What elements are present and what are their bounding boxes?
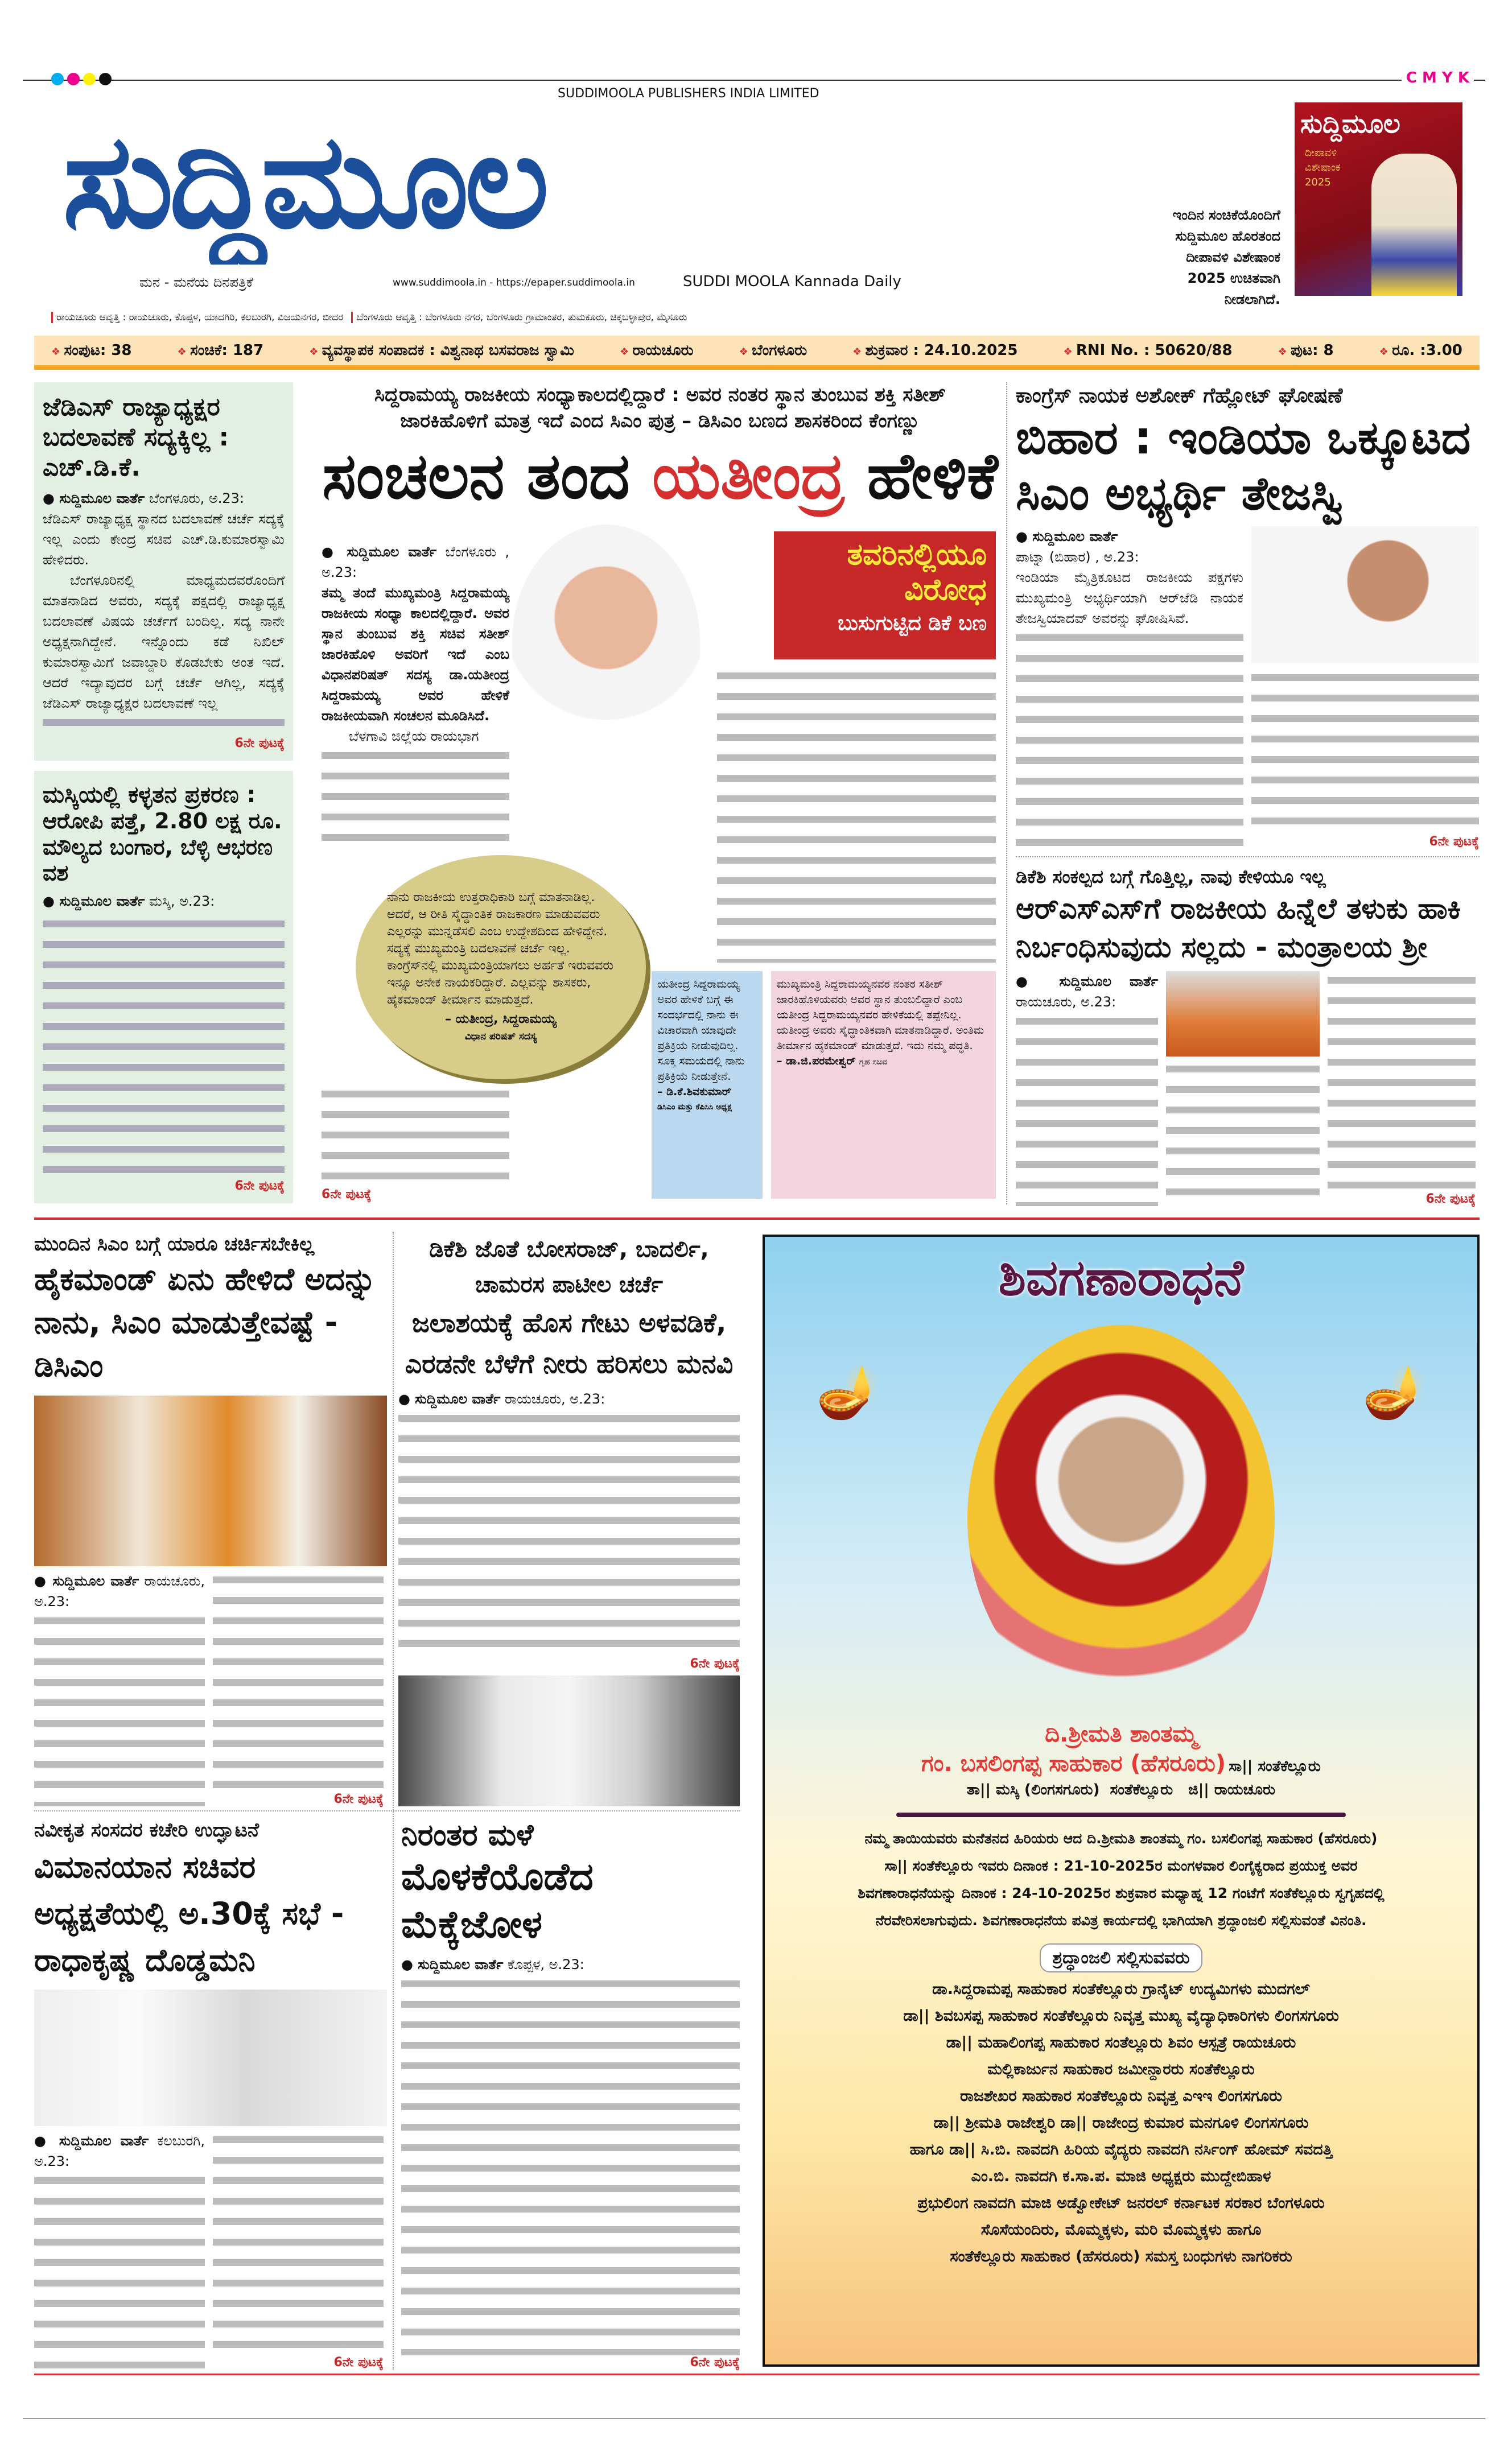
promo-text	[1115, 205, 1280, 310]
dam-story	[398, 1232, 740, 1806]
shivaganaradhane-advertisement	[763, 1235, 1480, 2367]
kicker: ನಿರಂತರ ಮಳೆ	[401, 1818, 534, 1852]
headline: ಜಲಾಶಯಕ್ಕೆ ಹೊಸ ಗೇಟು ಅಳವಡಿಕೆ, ಎರಡನೇ ಬೆಳೆಗೆ ನೀರು ಹರಿಸಲು ಮನವಿ	[405, 1307, 734, 1379]
price: ❖ ರೂ. :3.00	[1379, 342, 1462, 360]
lead-story	[319, 382, 1002, 1204]
ad-title: ಶಿವಗಣಾರಾಧನೆ	[998, 1248, 1244, 1307]
body-text	[1166, 1060, 1320, 1206]
body-text	[1016, 1012, 1158, 1206]
body-text	[1251, 668, 1479, 835]
diwali-special-cover[interactable]	[1295, 102, 1462, 296]
city-raichur: ❖ ರಾಯಚೂರು	[620, 342, 694, 360]
byline: ● ಸುದ್ದಿಮೂಲ ವಾರ್ತೆ	[398, 1391, 501, 1407]
body-text	[717, 667, 996, 963]
byline: ● ಸುದ್ದಿಮೂಲ ವಾರ್ತೆ	[34, 2132, 149, 2149]
byline: ● ಸುದ್ದಿಮೂಲ ವಾರ್ತೆ	[1016, 973, 1158, 990]
masthead-logo: ಸುದ್ದಿಮೂಲ	[63, 106, 545, 258]
headline: ಬಿಹಾರ : ಇಂಡಿಯಾ ಒಕ್ಕೂಟದ ಸಿಎಂ ಅಭ್ಯರ್ಥಿ ತೇಜಸ್ವಿ	[1016, 411, 1471, 520]
body-text	[43, 713, 285, 736]
continued-link[interactable]: 6ನೇ ಪುಟಕ್ಕೆ	[333, 2355, 384, 2370]
headline: ಆರ್‌ಎಸ್‌ಎಸ್‌ಗೆ ರಾಜಕೀಯ ಹಿನ್ನೆಲೆ ತಳುಕು ಹಾಕಿ ನಿರ್ಬಂಧಿಸುವುದು ಸಲ್ಲದು - ಮಂತ್ರಾಲಯ ಶ್ರೀ	[1016, 892, 1461, 964]
pages: ❖ ಪುಟ: 8	[1278, 342, 1334, 360]
registration-line	[23, 80, 1485, 81]
body-text	[34, 2172, 205, 2370]
section-divider	[34, 1217, 1480, 1220]
quote-bubble-yathindra: ನಾನು ರಾಜಕೀಯ ಉತ್ತರಾಧಿಕಾರಿ ಬಗ್ಗೆ ಮಾತನಾಡಿಲ್ಲ. ಆದರೆ, ಆ ರೀತಿ ಸೈದ್ಧಾಂತಿಕ ರಾಜಕಾರಣ ಮಾಡುವವರು ಎಲ್ಲರನ್ನು ಮುನ್ನಡೆಸಲಿ ಎಂಬ ಉದ್ದೇಶದಿಂದ ಹೇಳಿದ್ದೇನೆ. ಸದ್ಯಕ್ಕೆ ಮುಖ್ಯಮಂತ್ರಿ ಬದಲಾವಣೆ ಚರ್ಚೆ ಇಲ್ಲ. ಕಾಂಗ್ರೆಸ್‌ನಲ್ಲಿ ಮುಖ್ಯಮಂತ್ರಿಯಾಗಲು ಅರ್ಹತೆ ಇರುವವರು ಇನ್ನೂ ಅನೇಕ ನಾಯಕರಿದ್ದಾರೆ. ಎಲ್ಲವನ್ನು ಶಾಸಕರು, ಹೈಕಮಾಂಡ್ ತೀರ್ಮಾನ ಮಾಡುತ್ತದೆ. – ಯತೀಂದ್ರ, ಸಿದ್ದರಾಮಯ್ಯ ವಿಧಾನ ಪರಿಷತ್ ಸದಸ್ಯ	[356, 855, 646, 1079]
body-text	[1016, 629, 1243, 849]
byline: ● ಸುದ್ದಿಮೂಲ ವಾರ್ತೆ	[401, 1957, 504, 1973]
headline: ಜೆಡಿಎಸ್ ರಾಜ್ಯಾಧ್ಯಕ್ಷರ ಬದಲಾವಣೆ ಸದ್ಯಕ್ಕಿಲ್ಲ : ಎಚ್.ಡಿ.ಕೆ.	[43, 393, 229, 482]
volume: ❖ ಸಂಪುಟ: 38	[51, 342, 132, 360]
bottom-divider	[34, 2374, 1480, 2375]
date: ❖ ಶುಕ್ರವಾರ : 24.10.2025	[852, 342, 1017, 360]
body-paragraph: ಬೆಂಗಳೂರಿನಲ್ಲಿ ಮಾಧ್ಯಮದವರೊಂದಿಗೆ ಮಾತನಾಡಿದ ಅವರು, ಸದ್ಯಕ್ಕೆ ಪಕ್ಷದಲ್ಲಿ ರಾಜ್ಯಾಧ್ಯಕ್ಷ ಬದಲಾವಣೆ ವಿಷಯ ಚರ್ಚೆಗೆ ಬಂದಿಲ್ಲ. ಸದ್ಯ ನಾನೇ ಅಧ್ಯಕ್ಷನಾಗಿದ್ದೇನೆ. ಇನ್ನೊಂದು ಕಡೆ ನಿಖಿಲ್ ಕುಮಾರಸ್ವಾಮಿಗೆ ಜವಾಬ್ದಾರಿ ಕೊಡಬೇಕು ಅಂತ ಇದೆ. ಆದರೆ ಇದ್ಯಾವುದರ ಬಗ್ಗೆ ಚರ್ಚೆ ಆಗಿಲ್ಲ, ಸದ್ಯಕ್ಕೆ ಜೆಡಿಎಸ್ ರಾಜ್ಯಾಧ್ಯಕ್ಷರ ಬದಲಾವಣೆ ಇಲ್ಲ	[43, 572, 285, 712]
dateline: ರಾಯಚೂರು, ಅ.23:	[34, 1572, 205, 1609]
headline: ಹೈಕಮಾಂಡ್ ಏನು ಹೇಳಿದೆ ಅದನ್ನು ನಾನು, ಸಿಎಂ ಮಾಡುತ್ತೇವಷ್ಟೆ - ಡಿಸಿಎಂ	[34, 1261, 376, 1384]
tribute-label: ಶ್ರದ್ಧಾಂಜಲಿ ಸಲ್ಲಿಸುವವರು	[1040, 1943, 1202, 1972]
headline: ಮಸ್ಕಿಯಲ್ಲಿ ಕಳ್ಳತನ ಪ್ರಕರಣ :	[43, 782, 256, 808]
body-text	[213, 2131, 384, 2355]
body-text	[1328, 971, 1476, 1192]
meeting-photo	[398, 1675, 740, 1806]
continued-link[interactable]: 6ನೇ ಪುಟಕ್ಕೆ	[333, 1792, 384, 1806]
continued-link[interactable]: 6ನೇ ಪುಟಕ್ಕೆ	[234, 736, 285, 750]
quote-box-parameshwar: ಮುಖ್ಯಮಂತ್ರಿ ಸಿದ್ದರಾಮಯ್ಯನವರ ನಂತರ ಸತೀಶ್ ಜಾರಕಿಹೊಳಿಯವರು ಅವರ ಸ್ಥಾನ ತುಂಬಲಿದ್ದಾರೆ ಎಂಬ ಯತೀಂದ್ರ ಸಿದ್ದರಾಮಯ್ಯನವರ ಹೇಳಿಕೆಯಲ್ಲಿ ತಪ್ಪೇನಿಲ್ಲ. ಯತೀಂದ್ರ ಅವರು ಸೈದ್ಧಾಂತಿಕವಾಗಿ ಮಾತನಾಡಿದ್ದಾರೆ. ಅಂತಿಮ ತೀರ್ಮಾನ ಹೈಕಮಾಂಡ್ ಮಾಡುತ್ತದೆ. ಇದು ನಮ್ಮ ಪದ್ಧತಿ. – ಡಾ.ಜಿ.ಪರಮೇಶ್ವರ್ ಗೃಹ ಸಚಿವ	[771, 971, 996, 1199]
red-highlight-box: ತವರಿನಲ್ಲಿಯೂ ವಿರೋಧ ಬುಸುಗುಟ್ಟಿದ ಡಿಕೆ ಬಣ	[774, 531, 996, 659]
dateline: ಪಾಟ್ನಾ (ಬಿಹಾರ) , ಅ.23:	[1016, 548, 1139, 565]
yathindra-photo	[512, 525, 700, 758]
body-text	[43, 915, 285, 1179]
dcm-temple-visit-photo	[34, 1396, 387, 1566]
kicker: ಡಿಕೆಶಿ ಸಂಕಲ್ಪದ ಬಗ್ಗೆ ಗೊತ್ತಿಲ್ಲ, ನಾವು ಕೇಳಿಯೂ ಇಲ್ಲ	[1016, 866, 1326, 888]
byline: ● ಸುದ್ದಿಮೂಲ ವಾರ್ತೆ	[322, 544, 437, 560]
publisher-name: SUDDIMOOLA PUBLISHERS INDIA LIMITED	[558, 86, 819, 101]
managing-editor: ❖ ವ್ಯವಸ್ಥಾಪಕ ಸಂಪಾದಕ : ವಿಶ್ವನಾಥ ಬಸವರಾಜ ಸ್ವಾಮಿ	[309, 342, 574, 360]
promo-line: 2025 ಉಚಿತವಾಗಿ	[1187, 270, 1280, 286]
cmyk-mark: C M Y K	[1402, 69, 1474, 86]
byline: ● ಸುದ್ದಿಮೂಲ ವಾರ್ತೆ	[43, 893, 145, 909]
husband-name: ಗಂ. ಬಸಲಿಂಗಪ್ಪ ಸಾಹುಕಾರ (ಹೆಸರೂರು)	[921, 1751, 1226, 1777]
promo-line: ಇಂದಿನ ಸಂಚಿಕೆಯೊಂದಿಗೆ	[1172, 207, 1280, 223]
dateline: ಕಲಬುರಗಿ, ಅ.23:	[34, 2132, 205, 2169]
continued-link[interactable]: 6ನೇ ಪುಟಕ್ಕೆ	[690, 1657, 740, 1671]
edition-raichur: ರಾಯಚೂರು ಆವೃತ್ತಿ : ರಾಯಚೂರು, ಕೊಪ್ಪಳ, ಯಾದಗಿರಿ, ಕಲಬುರಗಿ, ವಿಜಯನಗರ, ಬೀದರ	[51, 312, 343, 323]
address: ತಾ|| ಮಸ್ಕಿ (ಲಿಂಗಸಗೂರು) ಸಂತೆಕೆಲ್ಲೂರು ಜಿ|| ರಾಯಚೂರು	[967, 1781, 1275, 1798]
bihar-story	[1016, 382, 1480, 849]
promo-line: ನೀಡಲಾಗಿದೆ.	[1224, 291, 1280, 307]
lamp-icon: 🪔	[1362, 1362, 1426, 1422]
promo-line: ಸುದ್ದಿಮೂಲ ಹೊರತಂದ	[1175, 228, 1280, 244]
tribute-list: ಡಾ.ಸಿದ್ದರಾಮಪ್ಪ ಸಾಹುಕಾರ ಸಂತೆಕೆಲ್ಲೂರು ಗ್ರಾನೈಟ್ ಉದ್ಯಮಿಗಳು ಮುದಗಲ್ ಡಾ|| ಶಿವಬಸಪ್ಪ ಸಾಹುಕಾರ ಸಂತೆಕೆಲ್ಲೂರು ನಿವೃತ್ತ ಮುಖ್ಯ ವೈದ್ಯಾಧಿಕಾರಿಗಳು ಲಿಂಗಸಗೂರು ಡಾ|| ಮಹಾಲಿಂಗಪ್ಪ ಸಾಹುಕಾರ ಸಂತೆಲ್ಲೂರು ಶಿವಂ ಆಸ್ಪತ್ರೆ ರಾಯಚೂರು ಮಲ್ಲಿಕಾರ್ಜುನ ಸಾಹುಕಾರ ಜಮೀನ್ದಾರರು ಸಂತೆಕೆಲ್ಲೂರು ರಾಜಶೇಖರ ಸಾಹುಕಾರ ಸಂತೆಕೆಲ್ಲೂರು ನಿವೃತ್ತ ಎಇಇ ಲಿಂಗಸಗೂರು ಡಾ|| ಶ್ರೀಮತಿ ರಾಜೇಶ್ವರಿ ಡಾ|| ರಾಜೇಂದ್ರ ಕುಮಾರ ಮನಗೂಳಿ ಲಿಂಗಸಗೂರು ಹಾಗೂ ಡಾ|| ಸಿ.ಬಿ. ನಾವದಗಿ ಹಿರಿಯ ವೈದ್ಯರು ನಾವದಗಿ ನರ್ಸಿಂಗ್ ಹೋಮ್ ಸವದತ್ತಿ ಎಂ.ಬಿ. ನಾವದಗಿ ಕ.ಸಾ.ಪ. ಮಾಜಿ ಅಧ್ಯಕ್ಷರು ಮುದ್ದೇಬಿಹಾಳ ಪ್ರಭುಲಿಂಗ ನಾವದಗಿ ಮಾಜಿ ಅಡ್ವೋಕೇಟ್ ಜನರಲ್ ಕರ್ನಾಟಕ ಸರಕಾರ ಬೆಂಗಳೂರು ಸೊಸೆಯಂದಿರು, ಮೊಮ್ಮಕ್ಕಳು, ಮರಿ ಮೊಮ್ಮಕ್ಕಳು ಹಾಗೂ ಸಂತೆಕೆಲ್ಲೂರು ಸಾಹುಕಾರ (ಹೆಸರೂರು) ಸಮಸ್ತ ಬಂಧುಗಳು ನಾಗರಿಕರು	[903, 1980, 1339, 2265]
body-text	[213, 1571, 384, 1792]
byline: ● ಸುದ್ದಿಮೂಲ ವಾರ್ತೆ	[34, 1572, 139, 1589]
lamp-icon: 🪔	[816, 1362, 880, 1422]
color-dots	[51, 73, 115, 88]
promo-line: ದೀಪಾವಳಿ ವಿಶೇಷಾಂಕ	[1186, 249, 1280, 265]
lead-headline: ಸಂಚಲನ ತಂದ ಯತೀಂದ್ರ ಹೇಳಿಕೆ	[322, 439, 998, 513]
body-paragraph: ಇಂಡಿಯಾ ಮೈತ್ರಿಕೂಟದ ರಾಜಕೀಯ ಪಕ್ಷಗಳು ಮುಖ್ಯಮಂತ್ರಿ ಅಭ್ಯರ್ಥಿಯಾಗಿ ಆರ್‌ಜೆಡಿ ನಾಯಕ ತೇಜಸ್ವಿಯಾದವ್ ಅವರನ್ನು ಘೋಷಿಸಿವೆ.	[1016, 569, 1243, 626]
website-urls: www.suddimoola.in - https://epaper.suddimoola.in	[393, 277, 635, 288]
dateline: ರಾಯಚೂರು, ಅ.23:	[505, 1391, 605, 1407]
dateline: ಮಸ್ಕಿ, ಅ.23:	[149, 893, 215, 909]
cover-children-photo	[1371, 154, 1457, 296]
body-paragraph: ಬೆಳಗಾವಿ ಜಿಲ್ಲೆಯ ರಾಯಭಾಗ	[349, 728, 479, 744]
dateline: ಕೊಪ್ಪಳ, ಅ.23:	[508, 1957, 584, 1973]
english-name: SUDDI MOOLA Kannada Daily	[683, 273, 901, 290]
subheadline: ಆರೋಪಿ ಪತ್ತೆ, 2.80 ಲಕ್ಷ ರೂ. ಮೌಲ್ಯದ ಬಂಗಾರ, ಬೆಳ್ಳಿ ಆಭರಣ ವಶ	[43, 808, 282, 886]
headline: ವಿಮಾನಯಾನ ಸಚಿವರ ಅಧ್ಯಕ್ಷತೆಯಲ್ಲಿ ಅ.30ಕ್ಕೆ ಸಭೆ - ರಾಧಾಕೃಷ್ಣ ದೊಡ್ಡಮನಿ	[34, 1848, 344, 1978]
headline-highlight: ಯತೀಂದ್ರ	[652, 439, 845, 513]
kicker: ಮುಂದಿನ ಸಿಎಂ ಬಗ್ಗೆ ಯಾರೂ ಚರ್ಚಿಸಬೇಕಿಲ್ಲ	[34, 1233, 315, 1256]
maski-story	[34, 771, 293, 1203]
headline: ಮೊಳಕೆಯೊಡೆದ ಮೆಕ್ಕೆಜೋಳ	[401, 1855, 594, 1947]
rni-number: ❖ RNI No. : 50620/88	[1063, 342, 1232, 359]
body-text	[322, 1085, 509, 1188]
body-text	[322, 746, 509, 849]
issue-info-bar	[34, 336, 1480, 370]
cover-label: ದೀಪಾವಳಿ ವಿಶೇಷಾಂಕ 2025	[1305, 147, 1341, 188]
edition-list	[51, 312, 687, 323]
continued-link[interactable]: 6ನೇ ಪುಟಕ್ಕೆ	[690, 2355, 740, 2370]
announcement: ನಮ್ಮ ತಾಯಿಯವರು ಮನೆತನದ ಹಿರಿಯರು ಆದ ದಿ.ಶ್ರೀಮತಿ ಶಾಂತಮ್ಮ ಗಂ. ಬಸಲಿಂಗಪ್ಪ ಸಾಹುಕಾರ (ಹೆಸರೂರು) ಸಾ|| ಸಂತೆಕೆಲ್ಲೂರು ಇವರು ದಿನಾಂಕ : 21-10-2025ರ ಮಂಗಳವಾರ ಲಿಂಗೈಕ್ಯರಾದ ಪ್ರಯುಕ್ತ ಅವರ ಶಿವಗಣಾರಾಧನೆಯನ್ನು ದಿನಾಂಕ : 24-10-2025ರ ಶುಕ್ರವಾರ ಮಧ್ಯಾಹ್ನ 12 ಗಂಟೆಗೆ ಸಂತೆಕೆಲ್ಲೂರು ಸ್ವಗೃಹದಲ್ಲಿ ನೆರವೇರಿಸಲಾಗುವುದು. ಶಿವಗಣಾರಾಧನೆಯ ಪವಿತ್ರ ಕಾರ್ಯದಲ್ಲಿ ಭಾಗಿಯಾಗಿ ಶ್ರದ್ಧಾಂಜಲಿ ಸಲ್ಲಿಸುವಂತೆ ವಿನಂತಿ.	[858, 1830, 1385, 1929]
dateline: ರಾಯಚೂರು, ಅ.23:	[1016, 994, 1116, 1010]
quote-box-dk-shivakumar: ಯತೀಂದ್ರ ಸಿದ್ದರಾಮಯ್ಯ ಅವರ ಹೇಳಿಕೆ ಬಗ್ಗೆ ಈ ಸಂದರ್ಭದಲ್ಲಿ ನಾನು ಈ ವಿಚಾರವಾಗಿ ಯಾವುದೇ ಪ್ರತಿಕ್ರಿಯೆ ನೀಡುವುದಿಲ್ಲ. ಸೂಕ್ತ ಸಮಯದಲ್ಲಿ ನಾನು ಪ್ರತಿಕ್ರಿಯೆ ನೀಡುತ್ತೇನೆ. – ಡಿ.ಕೆ.ಶಿವಕುಮಾರ್ ಡಿಸಿಎಂ ಮತ್ತು ಕೆಪಿಸಿಸಿ ಅಧ್ಯಕ್ಷ	[652, 971, 763, 1199]
body-text	[34, 1612, 205, 1806]
aviation-story	[34, 1818, 387, 2370]
continued-link[interactable]: 6ನೇ ಪುಟಕ್ಕೆ	[322, 1187, 372, 1202]
continued-link[interactable]: 6ನೇ ಪುಟಕ್ಕೆ	[234, 1179, 285, 1193]
dateline: ಬೆಂಗಳೂರು , ಅ.23:	[322, 544, 509, 580]
kicker: ಡಿಕೆಶಿ ಜೊತೆ ಬೋಸರಾಜ್, ಬಾದರ್ಲಿ, ಚಾಮರಸ ಪಾಟೀಲ ಚರ್ಚೆ	[429, 1236, 709, 1298]
tejashwi-photo	[1251, 526, 1479, 663]
body-text	[401, 1975, 740, 2355]
body-paragraph: ಜೆಡಿಎಸ್ ರಾಜ್ಯಾಧ್ಯಕ್ಷ ಸ್ಥಾನದ ಬದಲಾವಣೆ ಚರ್ಚೆ ಸದ್ಯಕ್ಕೆ ಇಲ್ಲ ಎಂದು ಕೇಂದ್ರ ಸಚಿವ ಎಚ್.ಡಿ.ಕುಮಾರಸ್ವಾಮಿ ಹೇಳಿದರು.	[43, 511, 285, 568]
kicker: ಕಾಂಗ್ರೆಸ್ ನಾಯಕ ಅಶೋಕ್ ಗೆಹ್ಲೋಟ್ ಘೋಷಣೆ	[1016, 384, 1343, 407]
deceased-name: ದಿ.ಶ್ರೀಮತಿ ಶಾಂತಮ್ಮ	[1045, 1721, 1197, 1747]
tagline: ಮನ - ಮನೆಯ ದಿನಪತ್ರಿಕೆ	[139, 274, 253, 290]
kicker: ಸಿದ್ದರಾಮಯ್ಯ ರಾಜಕೀಯ ಸಂಧ್ಯಾಕಾಲದಲ್ಲಿದ್ದಾರೆ : ಅವರ ನಂತರ ಸ್ಥಾನ ತುಂಬುವ ಶಕ್ತಿ ಸತೀಶ್ ಜಾರಕಿಹೊಳಿಗೆ ಮಾತ್ರ ಇದೆ ಎಂದ ಸಿಎಂ ಪುತ್ರ – ಡಿಸಿಎಂ ಬಣದ ಶಾಸಕರಿಂದ ಕೆಂಗಣ್ಣು	[374, 383, 946, 432]
byline: ● ಸುದ್ದಿಮೂಲ ವಾರ್ತೆ	[43, 490, 145, 507]
office-inauguration-photo	[34, 1990, 387, 2126]
lead-paragraph: ತಮ್ಮ ತಂದೆ ಮುಖ್ಯಮಂತ್ರಿ ಸಿದ್ದರಾಮಯ್ಯ ರಾಜಕೀಯ ಸಂಧ್ಯಾ ಕಾಲದಲ್ಲಿದ್ದಾರೆ. ಅವರ ಸ್ಥಾನ ತುಂಬುವ ಶಕ್ತಿ ಸಚಿವ ಸತೀಶ್ ಜಾರಕಿಹೊಳಿ ಅವರಿಗೆ ಇದೆ ಎಂಬ ವಿಧಾನಪರಿಷತ್ ಸದಸ್ಯ ಡಾ.ಯತೀಂದ್ರ ಸಿದ್ದರಾಮಯ್ಯ ಅವರ ಹೇಳಿಕೆ ರಾಜಕೀಯವಾಗಿ ಸಂಚಲನ ಮೂಡಿಸಿದೆ.	[322, 585, 509, 724]
city-bengaluru: ❖ ಬೆಂಗಳೂರು	[739, 342, 807, 360]
byline: ● ಸುದ್ದಿಮೂಲ ವಾರ್ತೆ	[1016, 528, 1118, 544]
cover-logo: ಸುದ್ದಿಮೂಲ	[1300, 108, 1400, 139]
continued-link[interactable]: 6ನೇ ಪುಟಕ್ಕೆ	[1429, 835, 1479, 849]
dateline: ಬೆಂಗಳೂರು, ಅ.23:	[149, 490, 245, 507]
kicker: ನವೀಕೃತ ಸಂಸದರ ಕಚೇರಿ ಉದ್ಘಾಟನೆ	[34, 1819, 259, 1842]
edition-bengaluru: ಬೆಂಗಳೂರು ಆವೃತ್ತಿ : ಬೆಂಗಳೂರು ನಗರ, ಬೆಂಗಳೂರು ಗ್ರಾಮಾಂತರ, ತುಮಕೂರು, ಚಿಕ್ಕಬಳ್ಳಾಪುರ, ಮೈಸೂರು	[351, 312, 687, 323]
mantralaya-swamiji-photo	[1166, 971, 1320, 1056]
husband-place: ಸಾ|| ಸಂತೆಕೆಲ್ಲೂರು	[1229, 1758, 1321, 1775]
highcommand-story	[34, 1232, 387, 1806]
rain-story	[401, 1818, 740, 2370]
body-text	[398, 1409, 740, 1657]
portrait-photo	[967, 1325, 1275, 1712]
jds-story	[34, 382, 293, 761]
continued-link[interactable]: 6ನೇ ಪುಟಕ್ಕೆ	[1425, 1192, 1476, 1206]
rss-story	[1016, 865, 1480, 1206]
issue: ❖ ಸಂಚಿಕೆ: 187	[178, 342, 264, 360]
